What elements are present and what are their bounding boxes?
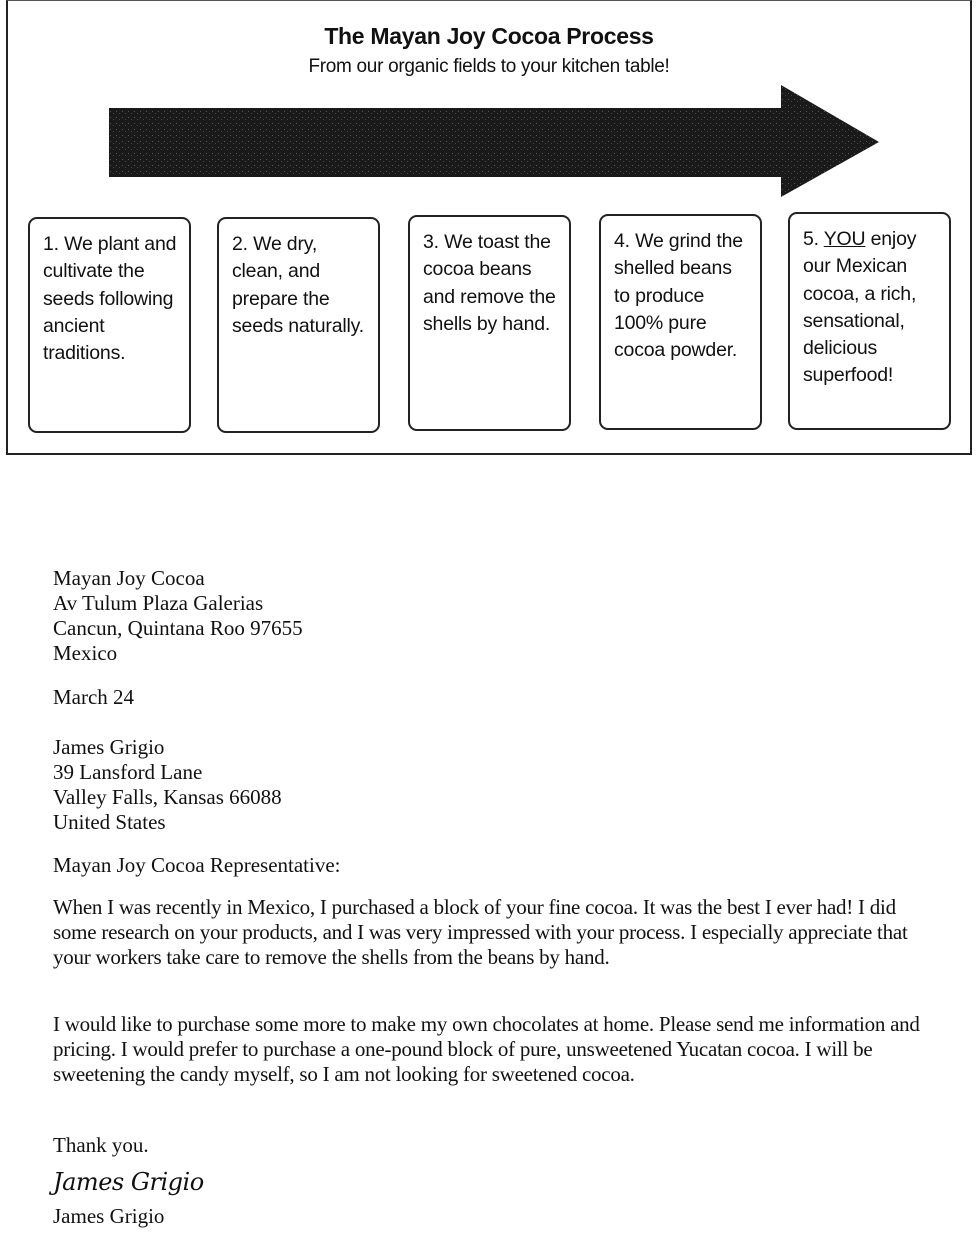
step-number: 4. [614,230,630,252]
address-line: Valley Falls, Kansas 66088 [53,785,282,809]
address-line: United States [53,810,166,834]
address-line: Cancun, Quintana Roo 97655 [53,616,303,640]
address-line: Av Tulum Plaza Galerias [53,591,264,615]
process-step-4 [599,214,762,430]
letter-date: March 24 [53,685,135,709]
step-text: We toast the cocoa beans and remove the shells by hand. [423,231,556,335]
salutation: Mayan Joy Cocoa Representative: [53,853,341,877]
recipient-address [53,566,303,666]
handwritten-signature: James Grigio [53,1168,204,1196]
step-number: 1. [43,233,59,255]
step-number: 2. [232,233,248,255]
address-line: James Grigio [53,735,165,759]
address-line: Mayan Joy Cocoa [53,566,205,590]
process-step-3 [408,215,571,431]
sender-address [53,735,282,835]
cocoa-process-flyer [6,0,972,455]
body-paragraph-2: I would like to purchase some more to make my own chocolates at home. Please send me information and pricing. I would prefer to purchase a one-pound block of pure, unsweetened Yucatan cocoa. I will be sweetening the candy myself, so I am not looking for sweetened cocoa. [53,1012,920,1086]
step-text: We dry, clean, and prepare the seeds naturally. [232,233,364,337]
step-number: 5. [803,228,819,250]
right-arrow-icon [109,85,879,200]
address-line: 39 Lansford Lane [53,760,203,784]
body-paragraph-1: When I was recently in Mexico, I purchased a block of your fine cocoa. It was the best I ever had! I did some research on your products, and I was very impressed with your process. I especially appreciate that your workers take care to remove the shells from the beans by hand. [53,895,908,969]
address-line: Mexico [53,641,118,665]
flyer-title: The Mayan Joy Cocoa Process [324,23,654,49]
process-step-1 [28,217,191,433]
step-emphasis: YOU [823,228,866,250]
process-step-5 [788,212,951,430]
step-text: We plant and cultivate the seeds following ancient traditions. [43,233,177,365]
printed-name: James Grigio [53,1204,165,1228]
process-step-2 [217,217,380,433]
step-text: We grind the shelled beans to produce 100% pure cocoa powder. [614,230,743,362]
step-text: enjoy our Mexican cocoa, a rich, sensational, delicious superfood! [803,228,917,387]
closing: Thank you. [53,1133,149,1157]
step-number: 3. [423,231,439,253]
flyer-subtitle: From our organic fields to your kitchen table! [308,56,670,77]
